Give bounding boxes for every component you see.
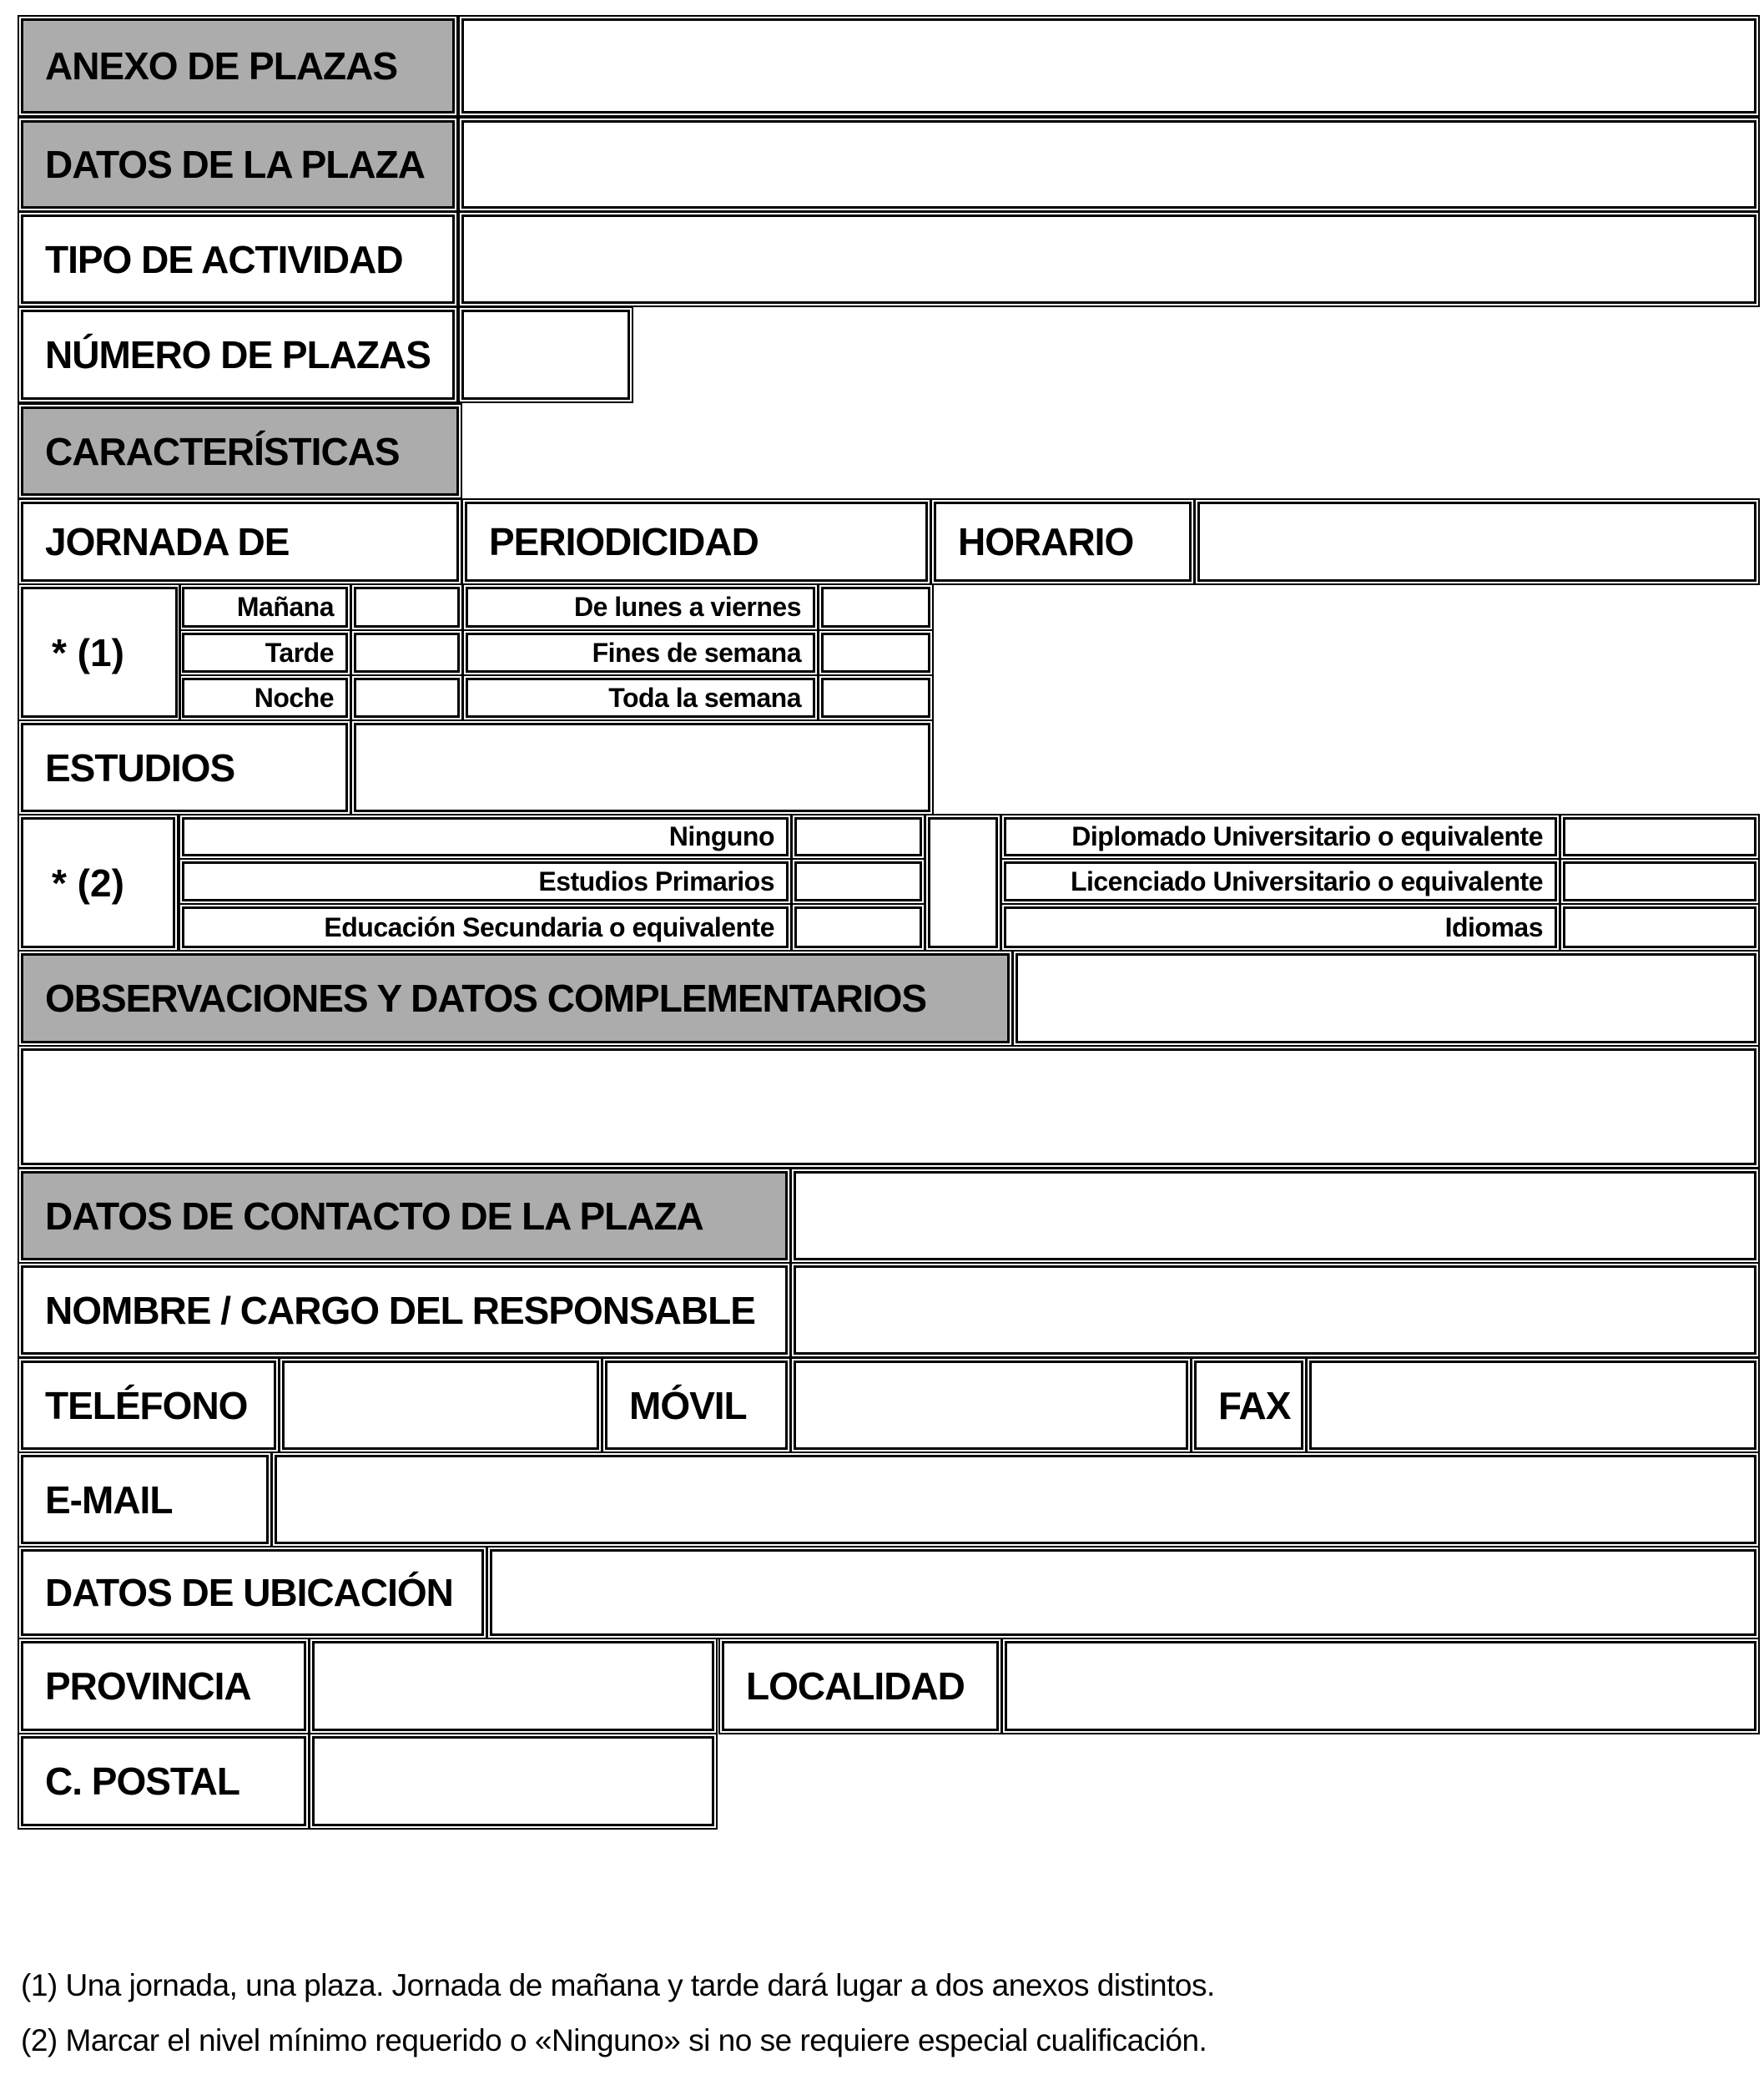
section-header-observaciones: OBSERVACIONES Y DATOS COMPLEMENTARIOS	[21, 953, 1010, 1043]
email-label: E-MAIL	[21, 1455, 269, 1544]
manana-checkbox[interactable]	[354, 587, 460, 628]
nombre-label: NOMBRE / CARGO DEL RESPONSABLE	[21, 1265, 788, 1355]
section-header-caracteristicas: CARACTERÍSTICAS	[21, 406, 459, 496]
section-header-ubicacion: DATOS DE UBICACIÓN	[21, 1549, 484, 1636]
estudios-field[interactable]	[354, 723, 930, 812]
noche-label: Noche	[182, 678, 348, 718]
provincia-label: PROVINCIA	[21, 1641, 306, 1731]
tipo-actividad-field[interactable]	[461, 215, 1756, 304]
tarde-label: Tarde	[182, 633, 348, 673]
ninguno-checkbox[interactable]	[794, 817, 922, 856]
telefono-label: TELÉFONO	[21, 1361, 276, 1450]
estudios-spacer-cell	[928, 817, 998, 948]
diplomado-checkbox[interactable]	[1563, 817, 1756, 856]
section-header-datos-plaza: DATOS DE LA PLAZA	[21, 120, 455, 209]
estudios-label: ESTUDIOS	[21, 723, 348, 812]
fax-field[interactable]	[1309, 1361, 1756, 1450]
estudios-primarios-checkbox[interactable]	[794, 861, 922, 901]
anexo-field[interactable]	[461, 18, 1756, 114]
nombre-field[interactable]	[794, 1265, 1756, 1355]
horario-field[interactable]	[1197, 502, 1756, 582]
tipo-actividad-label: TIPO DE ACTIVIDAD	[21, 215, 455, 304]
footnote-2: (2) Marcar el nivel mínimo requerido o «Ninguno» si no se requiere especial cualificación.	[21, 2023, 1207, 2057]
movil-field[interactable]	[794, 1361, 1188, 1450]
observaciones-side-cell	[1016, 953, 1756, 1043]
section-header-contacto: DATOS DE CONTACTO DE LA PLAZA	[21, 1171, 788, 1260]
toda-semana-checkbox[interactable]	[821, 678, 930, 718]
licenciado-label: Licenciado Universitario o equivalente	[1004, 861, 1557, 901]
toda-semana-label: Toda la semana	[466, 678, 815, 718]
observaciones-field[interactable]	[21, 1048, 1756, 1165]
movil-label: MÓVIL	[605, 1361, 788, 1450]
footnote-1: (1) Una jornada, una plaza. Jornada de mañana y tarde dará lugar a dos anexos distintos.	[21, 1968, 1215, 2002]
ninguno-label: Ninguno	[182, 817, 789, 856]
idiomas-checkbox[interactable]	[1563, 906, 1756, 948]
fax-label: FAX	[1194, 1361, 1303, 1450]
localidad-field[interactable]	[1005, 1641, 1756, 1731]
manana-label: Mañana	[182, 587, 348, 628]
diplomado-label: Diplomado Universitario o equivalente	[1004, 817, 1557, 856]
idiomas-label: Idiomas	[1004, 906, 1557, 948]
telefono-field[interactable]	[282, 1361, 599, 1450]
educacion-secundaria-checkbox[interactable]	[794, 906, 922, 948]
footnote1-ref: * (1)	[21, 587, 178, 718]
numero-plazas-label: NÚMERO DE PLAZAS	[21, 310, 455, 400]
horario-label: HORARIO	[934, 502, 1192, 582]
cpostal-label: C. POSTAL	[21, 1736, 306, 1826]
lunes-viernes-checkbox[interactable]	[821, 587, 930, 628]
noche-checkbox[interactable]	[354, 678, 460, 718]
jornada-label: JORNADA DE	[21, 502, 459, 582]
licenciado-checkbox[interactable]	[1563, 861, 1756, 901]
estudios-primarios-label: Estudios Primarios	[182, 861, 789, 901]
localidad-label: LOCALIDAD	[722, 1641, 999, 1731]
numero-plazas-field[interactable]	[461, 310, 630, 400]
periodicidad-label: PERIODICIDAD	[465, 502, 928, 582]
ubicacion-side-cell	[490, 1549, 1756, 1636]
fines-semana-checkbox[interactable]	[821, 633, 930, 673]
fines-semana-label: Fines de semana	[466, 633, 815, 673]
section-header-anexo: ANEXO DE PLAZAS	[21, 18, 455, 114]
provincia-field[interactable]	[312, 1641, 714, 1731]
lunes-viernes-label: De lunes a viernes	[466, 587, 815, 628]
datos-plaza-field[interactable]	[461, 120, 1756, 209]
email-field[interactable]	[275, 1455, 1756, 1544]
cpostal-field[interactable]	[312, 1736, 714, 1826]
tarde-checkbox[interactable]	[354, 633, 460, 673]
contacto-side-cell	[794, 1171, 1756, 1260]
educacion-secundaria-label: Educación Secundaria o equivalente	[182, 906, 789, 948]
footnote2-ref: * (2)	[21, 817, 175, 948]
